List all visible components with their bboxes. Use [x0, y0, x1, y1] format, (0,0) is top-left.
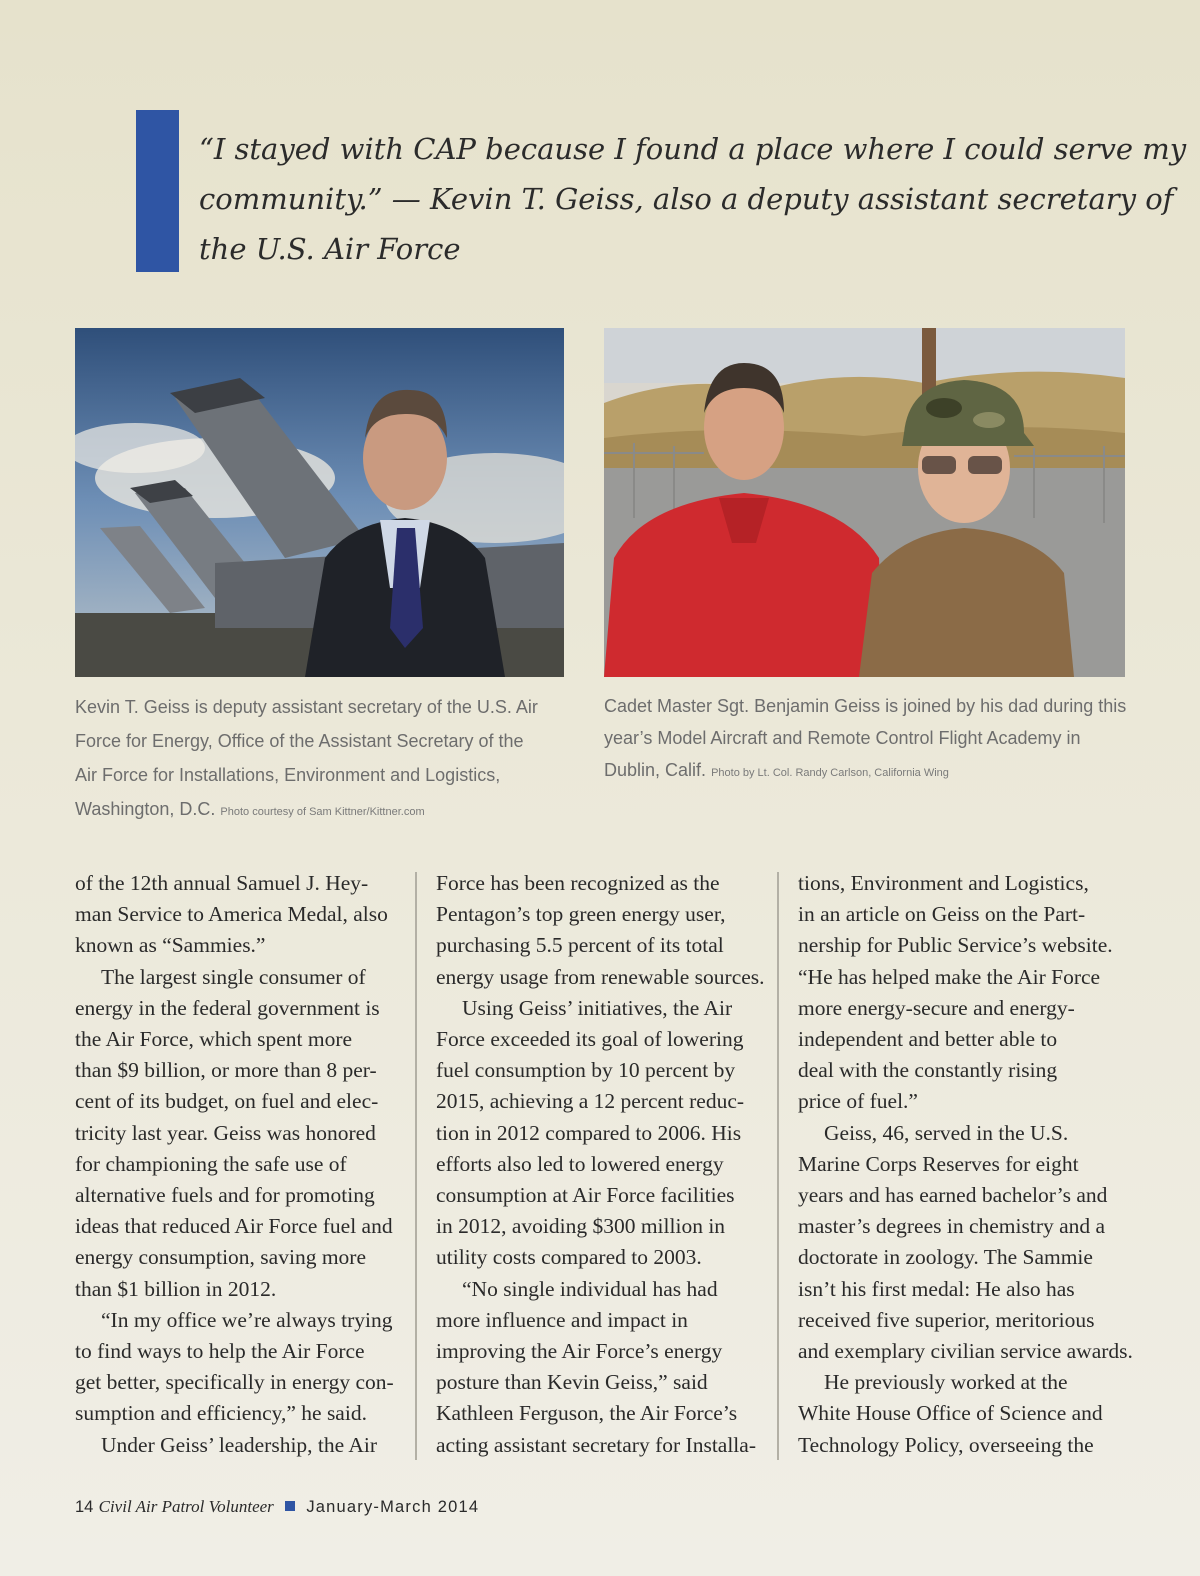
article-line: acting assistant secretary for Installa-	[436, 1432, 756, 1457]
article-line: Force exceeded its goal of lowering	[436, 1027, 744, 1052]
article-line: than $1 billion in 2012.	[75, 1276, 277, 1301]
article-line: fuel consumption by 10 percent by	[436, 1058, 736, 1083]
caption-line: Kevin T. Geiss is deputy assistant secretary of the U.S. Air	[75, 697, 538, 717]
pull-quote-line: community.” — Kevin T. Geiss, also a deputy assistant secretary of	[199, 182, 1174, 216]
article-line: and exemplary civilian service awards.	[798, 1339, 1133, 1364]
caption-line: Cadet Master Sgt. Benjamin Geiss is joined by his dad during this	[604, 696, 1127, 716]
column-divider	[415, 872, 417, 1460]
article-line: The largest single consumer of	[101, 964, 366, 989]
article-line: doctorate in zoology. The Sammie	[798, 1245, 1093, 1270]
magazine-title: Civil Air Patrol Volunteer	[98, 1497, 274, 1516]
article-line: of the 12th annual Samuel J. Hey-	[75, 871, 369, 895]
caption-line: year’s Model Aircraft and Remote Control Flight Academy in	[604, 728, 1081, 748]
article-line: Geiss, 46, served in the U.S.	[824, 1120, 1069, 1145]
caption-line: Force for Energy, Office of the Assistant Secretary of the	[75, 731, 524, 751]
article-line: Technology Policy, overseeing the	[798, 1432, 1094, 1457]
article-line: Under Geiss’ leadership, the Air	[101, 1432, 378, 1457]
article-line: known as “Sammies.”	[75, 933, 266, 958]
article-line: energy consumption, saving more	[75, 1245, 366, 1270]
article-line: energy usage from renewable sources.	[436, 964, 765, 989]
article-line: 2015, achieving a 12 percent reduc-	[436, 1089, 745, 1114]
photo-geiss-father-and-son	[604, 328, 1125, 677]
article-line: “He has helped make the Air Force	[798, 964, 1101, 989]
article-line: purchasing 5.5 percent of its total	[436, 933, 724, 958]
photo-credit: Photo courtesy of Sam Kittner/Kittner.com	[220, 806, 425, 818]
article-line: in 2012, avoiding $300 million in	[436, 1214, 726, 1239]
article-line: He previously worked at the	[824, 1370, 1068, 1395]
article-line: price of fuel.”	[798, 1089, 918, 1114]
article-line: utility costs compared to 2003.	[436, 1245, 702, 1270]
article-line: Pentagon’s top green energy user,	[436, 902, 726, 927]
article-line: get better, specifically in energy con-	[75, 1370, 394, 1395]
caption-line	[75, 792, 575, 829]
article-line: cent of its budget, on fuel and elec-	[75, 1089, 379, 1114]
article-line: efforts also led to lowered energy	[436, 1151, 724, 1176]
photo-caption-left	[75, 690, 575, 829]
page-number: 14	[75, 1498, 94, 1516]
article-line: years and has earned bachelor’s and	[798, 1183, 1108, 1208]
article-line: energy in the federal government is	[75, 995, 380, 1020]
article-line: posture than Kevin Geiss,” said	[436, 1370, 708, 1395]
caption-text: Dublin, Calif.	[604, 760, 707, 780]
pull-quote	[136, 110, 1187, 272]
article-line: more energy-secure and energy-	[798, 995, 1075, 1020]
square-bullet-icon	[285, 1501, 295, 1511]
article-line: isn’t his first medal: He also has	[798, 1276, 1075, 1301]
pull-quote-text	[199, 124, 1187, 274]
photo-caption-right	[604, 690, 1129, 789]
article-line: White House Office of Science and	[798, 1401, 1103, 1426]
caption-text: Washington, D.C.	[75, 799, 216, 819]
caption-line: Air Force for Installations, Environment and Logistics,	[75, 765, 501, 785]
article-line: man Service to America Medal, also	[75, 902, 388, 927]
article-line: Kathleen Ferguson, the Air Force’s	[436, 1401, 738, 1426]
article-line: tion in 2012 compared to 2006. His	[436, 1120, 742, 1145]
article-line: alternative fuels and for promoting	[75, 1183, 375, 1208]
pull-quote-accent-bar	[136, 110, 179, 272]
article-line: to find ways to help the Air Force	[75, 1339, 365, 1364]
article-column-3	[798, 868, 1138, 1461]
article-line: for championing the safe use of	[75, 1151, 347, 1176]
article-column-1	[75, 868, 415, 1461]
article-line: deal with the constantly rising	[798, 1058, 1058, 1083]
article-column-2	[436, 868, 776, 1461]
article-line: improving the Air Force’s energy	[436, 1339, 723, 1364]
article-line: “No single individual has had	[462, 1276, 718, 1301]
photo-credit: Photo by Lt. Col. Randy Carlson, California Wing	[711, 767, 949, 779]
page-footer	[75, 1497, 479, 1517]
article-line: independent and better able to	[798, 1027, 1058, 1052]
article-line: nership for Public Service’s website.	[798, 933, 1113, 958]
article-line: the Air Force, which spent more	[75, 1027, 353, 1052]
article-line: in an article on Geiss on the Part-	[798, 902, 1086, 927]
issue-date: January-March 2014	[306, 1498, 480, 1516]
article-line: “In my office we’re always trying	[101, 1307, 393, 1332]
article-line: Using Geiss’ initiatives, the Air	[462, 995, 733, 1020]
pull-quote-line: “I stayed with CAP because I found a place where I could serve my	[199, 132, 1187, 166]
pull-quote-line: the U.S. Air Force	[199, 232, 461, 266]
article-line: Marine Corps Reserves for eight	[798, 1151, 1079, 1176]
article-line: consumption at Air Force facilities	[436, 1183, 735, 1208]
article-line: tions, Environment and Logistics,	[798, 871, 1089, 895]
article-line: ideas that reduced Air Force fuel and	[75, 1214, 393, 1239]
article-line: Force has been recognized as the	[436, 871, 720, 895]
article-line: sumption and efficiency,” he said.	[75, 1401, 367, 1426]
column-divider	[777, 872, 779, 1460]
article-line: master’s degrees in chemistry and a	[798, 1214, 1106, 1239]
article-line: more influence and impact in	[436, 1307, 688, 1332]
article-line: than $9 billion, or more than 8 per-	[75, 1058, 377, 1083]
caption-line	[604, 754, 1129, 789]
photo-kevin-geiss-portrait	[75, 328, 564, 677]
article-line: received five superior, meritorious	[798, 1307, 1095, 1332]
article-line: tricity last year. Geiss was honored	[75, 1120, 376, 1145]
